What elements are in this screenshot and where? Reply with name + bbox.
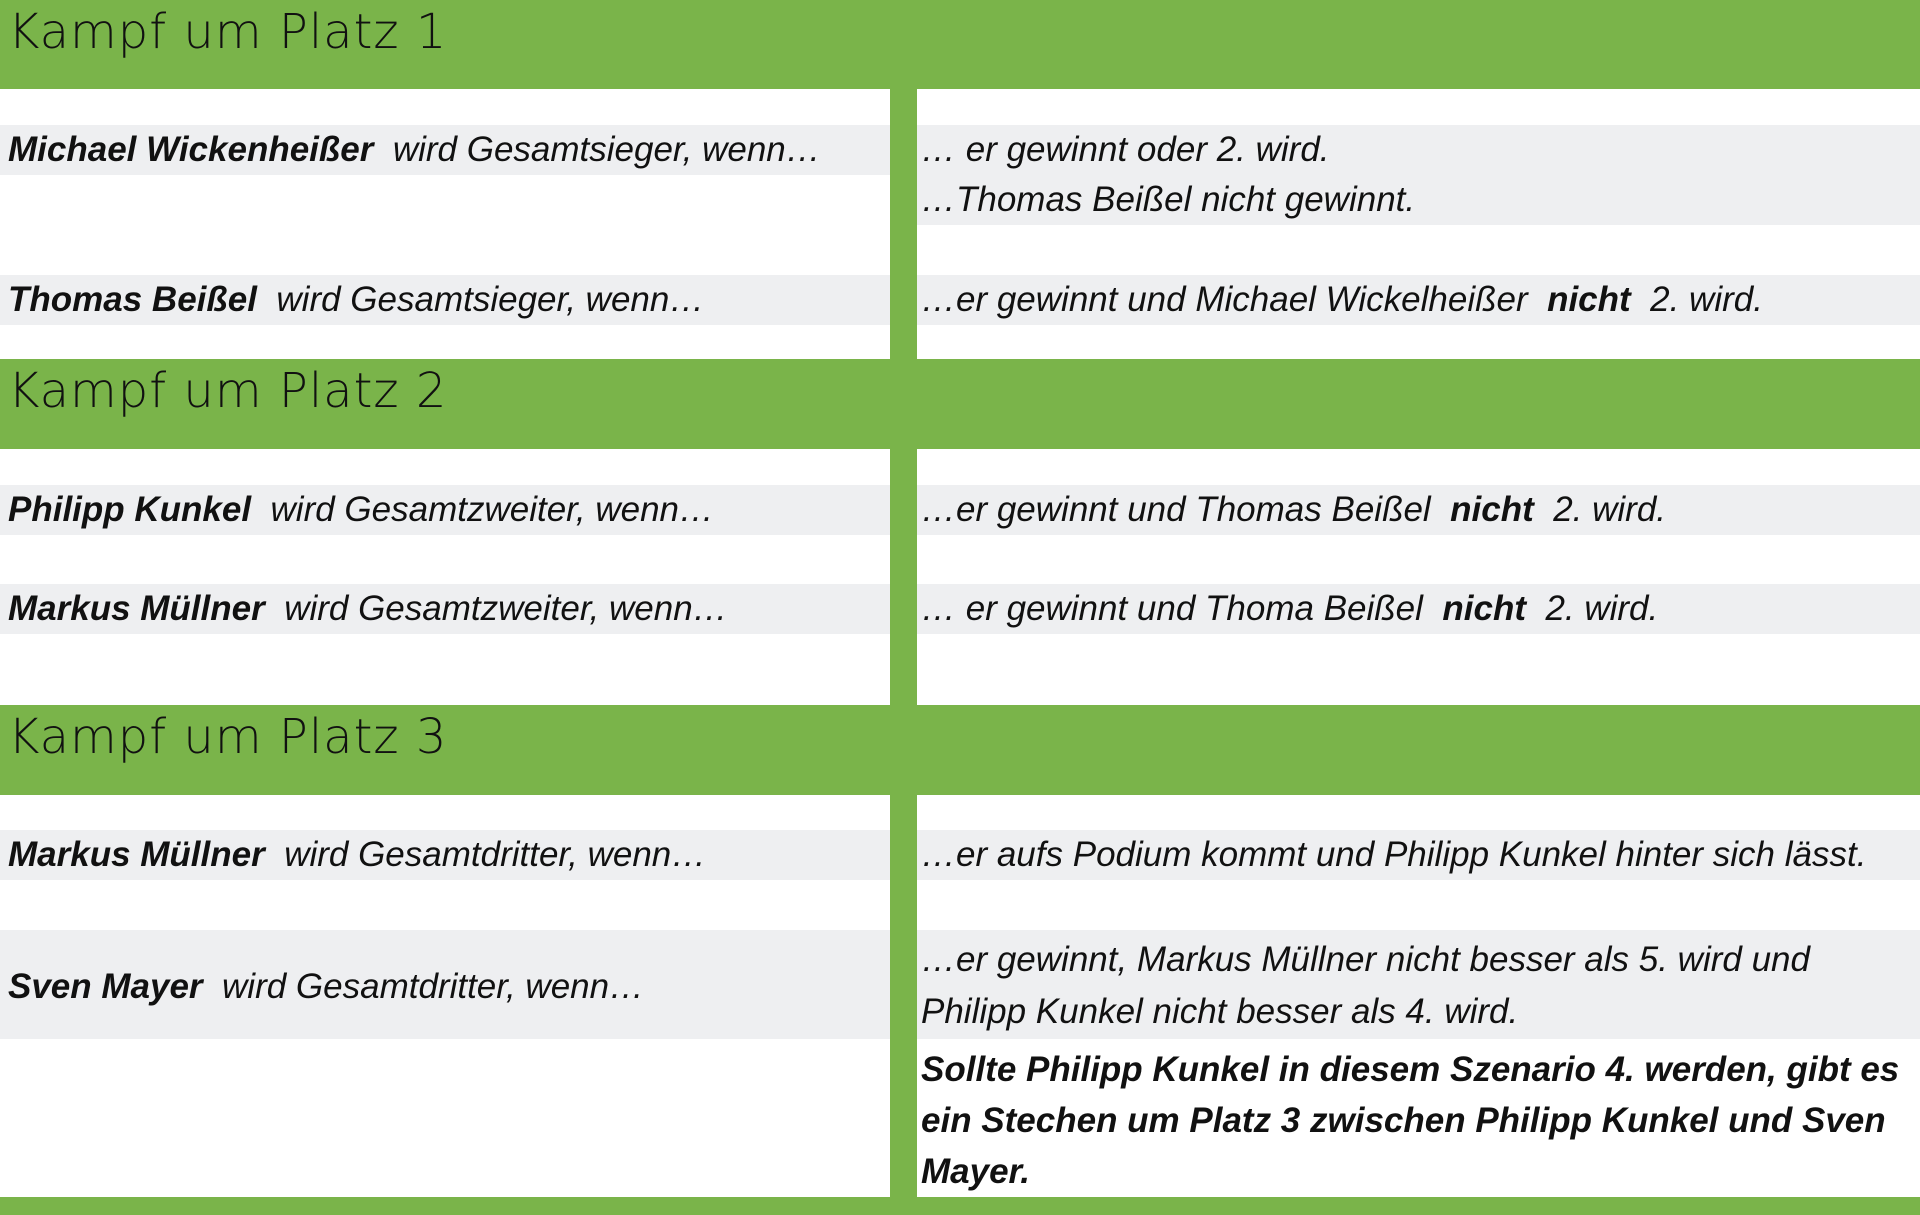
row-label — [8, 125, 821, 175]
left-panel-3 — [0, 795, 890, 1197]
emphasis: nicht — [1442, 589, 1526, 628]
player-name: Markus Müllner — [8, 589, 265, 628]
player-name: Philipp Kunkel — [8, 490, 252, 529]
condition-line: Philipp Kunkel nicht besser als 4. wird. — [921, 992, 1519, 1031]
section-title: Kampf um Platz 1 — [8, 4, 448, 60]
player-name: Thomas Beißel — [8, 280, 257, 319]
row-label — [8, 830, 706, 880]
right-panel-3 — [917, 795, 1920, 1197]
condition-text: wird Gesamtzweiter, wenn… — [284, 589, 728, 628]
condition-line: … er gewinnt oder 2. wird. — [921, 130, 1330, 169]
section-header-2 — [0, 359, 1920, 449]
note-text: Sollte Philipp Kunkel in diesem Szenario 4. werden, gibt es — [921, 1050, 1900, 1089]
note-text: Mayer. — [921, 1152, 1030, 1191]
condition-text: wird Gesamtsieger, wenn… — [392, 130, 821, 169]
row-label — [8, 275, 704, 325]
note-text: ein Stechen um Platz 3 zwischen Philipp Kunkel und Sven — [921, 1101, 1886, 1140]
condition-text: …er gewinnt und Thomas Beißel — [921, 490, 1431, 529]
condition-text: 2. wird. — [1650, 280, 1763, 319]
section-title: Kampf um Platz 3 — [8, 709, 448, 765]
section-title: Kampf um Platz 2 — [8, 363, 448, 419]
condition-text: … er gewinnt und Thoma Beißel — [921, 589, 1423, 628]
player-name: Markus Müllner — [8, 835, 265, 874]
note-line — [921, 1147, 1030, 1197]
condition-text: wird Gesamtzweiter, wenn… — [270, 490, 715, 529]
condition-line: …Thomas Beißel nicht gewinnt. — [921, 180, 1416, 219]
note-line — [921, 1096, 1886, 1146]
condition-text: …er gewinnt und Michael Wickelheißer — [921, 280, 1528, 319]
condition-text: wird Gesamtdritter, wenn… — [222, 967, 645, 1006]
condition-text: wird Gesamtdritter, wenn… — [284, 835, 707, 874]
section-header-1 — [0, 0, 1920, 89]
emphasis: nicht — [1547, 280, 1631, 319]
row-label — [8, 485, 714, 535]
right-panel-1 — [917, 89, 1920, 359]
left-panel-2 — [0, 449, 890, 705]
condition-line — [921, 584, 1658, 634]
row-label — [8, 584, 728, 634]
condition-text: wird Gesamtsieger, wenn… — [276, 280, 705, 319]
emphasis: nicht — [1450, 490, 1534, 529]
section-header-3 — [0, 705, 1920, 795]
note-line — [921, 1045, 1899, 1095]
condition-text: 2. wird. — [1553, 490, 1667, 529]
condition-line — [921, 485, 1666, 535]
player-name: Sven Mayer — [8, 967, 203, 1006]
right-panel-2 — [917, 449, 1920, 705]
condition-text: 2. wird. — [1545, 589, 1659, 628]
condition-line: …er aufs Podium kommt und Philipp Kunkel hinter sich lässt. — [921, 835, 1867, 874]
left-panel-1 — [0, 89, 890, 359]
condition-line — [921, 275, 1763, 325]
row-label — [8, 962, 644, 1012]
player-name: Michael Wickenheißer — [8, 130, 374, 169]
condition-line: …er gewinnt, Markus Müllner nicht besser als 5. wird und — [921, 940, 1810, 979]
